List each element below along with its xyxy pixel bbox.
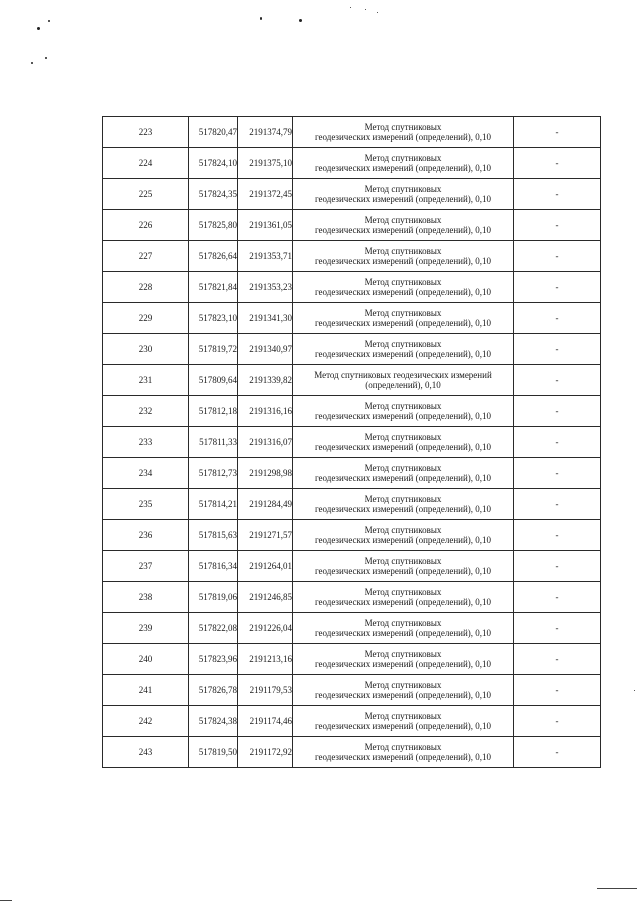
method-cell	[293, 582, 514, 613]
method-cell	[293, 148, 514, 179]
note-cell: -	[514, 272, 601, 303]
table-row	[103, 582, 601, 613]
method-text-line2: геодезических измерений (определений), 0,10	[314, 256, 492, 266]
method-text-line1: Метод спутниковых	[364, 339, 442, 349]
method-cell	[293, 334, 514, 365]
coordinate-y: 2191353,23	[238, 272, 293, 303]
point-number: 232	[103, 396, 189, 427]
table-row	[103, 148, 601, 179]
method-cell	[293, 396, 514, 427]
coordinate-y: 2191246,85	[238, 582, 293, 613]
method-text-line1: Метод спутниковых	[364, 463, 442, 473]
coordinate-x: 517824,10	[189, 148, 238, 179]
note-cell: -	[514, 458, 601, 489]
method-text-line1: Метод спутниковых	[364, 711, 442, 721]
note-cell: -	[514, 613, 601, 644]
note-cell: -	[514, 520, 601, 551]
table-row	[103, 272, 601, 303]
method-text-line2: геодезических измерений (определений), 0,10	[314, 349, 492, 359]
coordinate-x: 517821,84	[189, 272, 238, 303]
scan-speck	[365, 9, 366, 10]
coordinates-table-body	[103, 117, 601, 768]
point-number: 226	[103, 210, 189, 241]
method-text-line2: геодезических измерений (определений), 0,10	[314, 442, 492, 452]
note-cell: -	[514, 489, 601, 520]
table-row	[103, 241, 601, 272]
method-text-line1: Метод спутниковых	[364, 618, 442, 628]
coordinate-x: 517823,10	[189, 303, 238, 334]
coordinate-y: 2191271,57	[238, 520, 293, 551]
method-text-line2: (определений), 0,10	[365, 380, 441, 390]
method-text-line2: геодезических измерений (определений), 0,10	[314, 566, 492, 576]
scan-line	[0, 900, 12, 901]
note-cell: -	[514, 675, 601, 706]
method-cell	[293, 458, 514, 489]
scan-speck	[634, 690, 635, 691]
method-text-line1: Метод спутниковых	[364, 680, 442, 690]
method-cell	[293, 210, 514, 241]
table-row	[103, 489, 601, 520]
table-row	[103, 210, 601, 241]
method-text-line2: геодезических измерений (определений), 0,10	[314, 535, 492, 545]
coordinate-x: 517815,63	[189, 520, 238, 551]
table-row	[103, 613, 601, 644]
table-row	[103, 179, 601, 210]
method-cell	[293, 179, 514, 210]
method-text-line2: геодезических измерений (определений), 0,10	[314, 287, 492, 297]
table-row	[103, 334, 601, 365]
method-text-line2: геодезических измерений (определений), 0,10	[314, 752, 492, 762]
point-number: 240	[103, 644, 189, 675]
coordinate-y: 2191316,07	[238, 427, 293, 458]
coordinate-x: 517811,33	[189, 427, 238, 458]
point-number: 235	[103, 489, 189, 520]
coordinate-x: 517822,08	[189, 613, 238, 644]
method-text-line1: Метод спутниковых	[364, 153, 442, 163]
point-number: 228	[103, 272, 189, 303]
note-cell: -	[514, 365, 601, 396]
table-row	[103, 520, 601, 551]
note-cell: -	[514, 706, 601, 737]
coordinate-y: 2191264,01	[238, 551, 293, 582]
method-text-line2: геодезических измерений (определений), 0,10	[314, 473, 492, 483]
method-cell	[293, 737, 514, 768]
method-cell	[293, 117, 514, 148]
scan-line	[597, 888, 637, 889]
coordinate-y: 2191284,49	[238, 489, 293, 520]
table-row	[103, 365, 601, 396]
point-number: 227	[103, 241, 189, 272]
table-row	[103, 675, 601, 706]
coordinate-y: 2191174,46	[238, 706, 293, 737]
coordinate-y: 2191213,16	[238, 644, 293, 675]
table-row	[103, 396, 601, 427]
note-cell: -	[514, 117, 601, 148]
coordinate-y: 2191375,10	[238, 148, 293, 179]
note-cell: -	[514, 644, 601, 675]
coordinate-y: 2191226,04	[238, 613, 293, 644]
method-text-line2: геодезических измерений (определений), 0,10	[314, 628, 492, 638]
scan-speck	[45, 57, 47, 59]
method-text-line1: Метод спутниковых	[364, 122, 442, 132]
method-cell	[293, 303, 514, 334]
method-text-line1: Метод спутниковых	[364, 184, 442, 194]
table-row	[103, 427, 601, 458]
note-cell: -	[514, 582, 601, 613]
coordinate-y: 2191374,79	[238, 117, 293, 148]
method-text-line1: Метод спутниковых	[364, 215, 442, 225]
method-cell	[293, 706, 514, 737]
scan-speck	[260, 17, 262, 20]
method-text-line2: геодезических измерений (определений), 0,10	[314, 225, 492, 235]
method-text-line1: Метод спутниковых	[364, 494, 442, 504]
method-text-line2: геодезических измерений (определений), 0,10	[314, 721, 492, 731]
point-number: 241	[103, 675, 189, 706]
method-text-line2: геодезических измерений (определений), 0,10	[314, 163, 492, 173]
note-cell: -	[514, 396, 601, 427]
method-text-line1: Метод спутниковых	[364, 401, 442, 411]
method-cell	[293, 365, 514, 396]
point-number: 238	[103, 582, 189, 613]
coordinate-x: 517823,96	[189, 644, 238, 675]
method-text-line2: геодезических измерений (определений), 0,10	[314, 411, 492, 421]
coordinate-x: 517824,38	[189, 706, 238, 737]
note-cell: -	[514, 303, 601, 334]
point-number: 243	[103, 737, 189, 768]
coordinate-x: 517824,35	[189, 179, 238, 210]
method-text-line2: геодезических измерений (определений), 0,10	[314, 132, 492, 142]
method-text-line2: геодезических измерений (определений), 0,10	[314, 318, 492, 328]
note-cell: -	[514, 179, 601, 210]
method-cell	[293, 241, 514, 272]
method-text-line1: Метод спутниковых	[364, 277, 442, 287]
point-number: 242	[103, 706, 189, 737]
coordinate-x: 517814,21	[189, 489, 238, 520]
method-text-line1: Метод спутниковых	[364, 525, 442, 535]
note-cell: -	[514, 334, 601, 365]
method-cell	[293, 551, 514, 582]
scan-speck	[48, 20, 50, 22]
coordinate-y: 2191316,16	[238, 396, 293, 427]
point-number: 223	[103, 117, 189, 148]
point-number: 237	[103, 551, 189, 582]
point-number: 225	[103, 179, 189, 210]
coordinate-x: 517819,50	[189, 737, 238, 768]
point-number: 224	[103, 148, 189, 179]
point-number: 236	[103, 520, 189, 551]
point-number: 234	[103, 458, 189, 489]
method-cell	[293, 644, 514, 675]
method-text-line2: геодезических измерений (определений), 0,10	[314, 690, 492, 700]
scan-speck	[31, 62, 33, 64]
coordinate-x: 517826,64	[189, 241, 238, 272]
coordinate-x: 517820,47	[189, 117, 238, 148]
table-row	[103, 644, 601, 675]
point-number: 230	[103, 334, 189, 365]
coordinate-y: 2191353,71	[238, 241, 293, 272]
note-cell: -	[514, 210, 601, 241]
coordinates-table	[102, 116, 601, 768]
method-cell	[293, 613, 514, 644]
table-row	[103, 303, 601, 334]
coordinate-y: 2191340,97	[238, 334, 293, 365]
note-cell: -	[514, 737, 601, 768]
note-cell: -	[514, 241, 601, 272]
coordinate-y: 2191339,82	[238, 365, 293, 396]
coordinate-x: 517819,72	[189, 334, 238, 365]
method-text-line1: Метод спутниковых	[364, 587, 442, 597]
scan-speck	[377, 12, 378, 13]
method-cell	[293, 489, 514, 520]
coordinate-y: 2191298,98	[238, 458, 293, 489]
method-text-line2: геодезических измерений (определений), 0,10	[314, 194, 492, 204]
point-number: 239	[103, 613, 189, 644]
table-row	[103, 706, 601, 737]
coordinate-x: 517809,64	[189, 365, 238, 396]
method-cell	[293, 520, 514, 551]
method-cell	[293, 675, 514, 706]
coordinate-y: 2191361,05	[238, 210, 293, 241]
method-text-line1: Метод спутниковых	[364, 742, 442, 752]
note-cell: -	[514, 148, 601, 179]
scan-speck	[299, 19, 302, 22]
method-text-line1: Метод спутниковых	[364, 556, 442, 566]
method-cell	[293, 272, 514, 303]
method-text-line2: геодезических измерений (определений), 0,10	[314, 597, 492, 607]
coordinate-x: 517812,18	[189, 396, 238, 427]
point-number: 233	[103, 427, 189, 458]
table-row	[103, 737, 601, 768]
method-text-line1: Метод спутниковых геодезических измерений	[314, 370, 492, 380]
method-cell	[293, 427, 514, 458]
coordinate-y: 2191341,30	[238, 303, 293, 334]
coordinate-y: 2191172,92	[238, 737, 293, 768]
coordinate-x: 517819,06	[189, 582, 238, 613]
method-text-line1: Метод спутниковых	[364, 308, 442, 318]
note-cell: -	[514, 427, 601, 458]
table-row	[103, 117, 601, 148]
coordinate-x: 517816,34	[189, 551, 238, 582]
method-text-line2: геодезических измерений (определений), 0,10	[314, 659, 492, 669]
table-row	[103, 551, 601, 582]
coordinate-x: 517812,73	[189, 458, 238, 489]
scan-speck	[350, 7, 351, 8]
method-text-line1: Метод спутниковых	[364, 649, 442, 659]
method-text-line1: Метод спутниковых	[364, 246, 442, 256]
scan-speck	[37, 27, 40, 30]
coordinate-x: 517826,78	[189, 675, 238, 706]
point-number: 229	[103, 303, 189, 334]
point-number: 231	[103, 365, 189, 396]
coordinate-x: 517825,80	[189, 210, 238, 241]
method-text-line2: геодезических измерений (определений), 0,10	[314, 504, 492, 514]
method-text-line1: Метод спутниковых	[364, 432, 442, 442]
coordinate-y: 2191179,53	[238, 675, 293, 706]
coordinate-y: 2191372,45	[238, 179, 293, 210]
note-cell: -	[514, 551, 601, 582]
table-row	[103, 458, 601, 489]
